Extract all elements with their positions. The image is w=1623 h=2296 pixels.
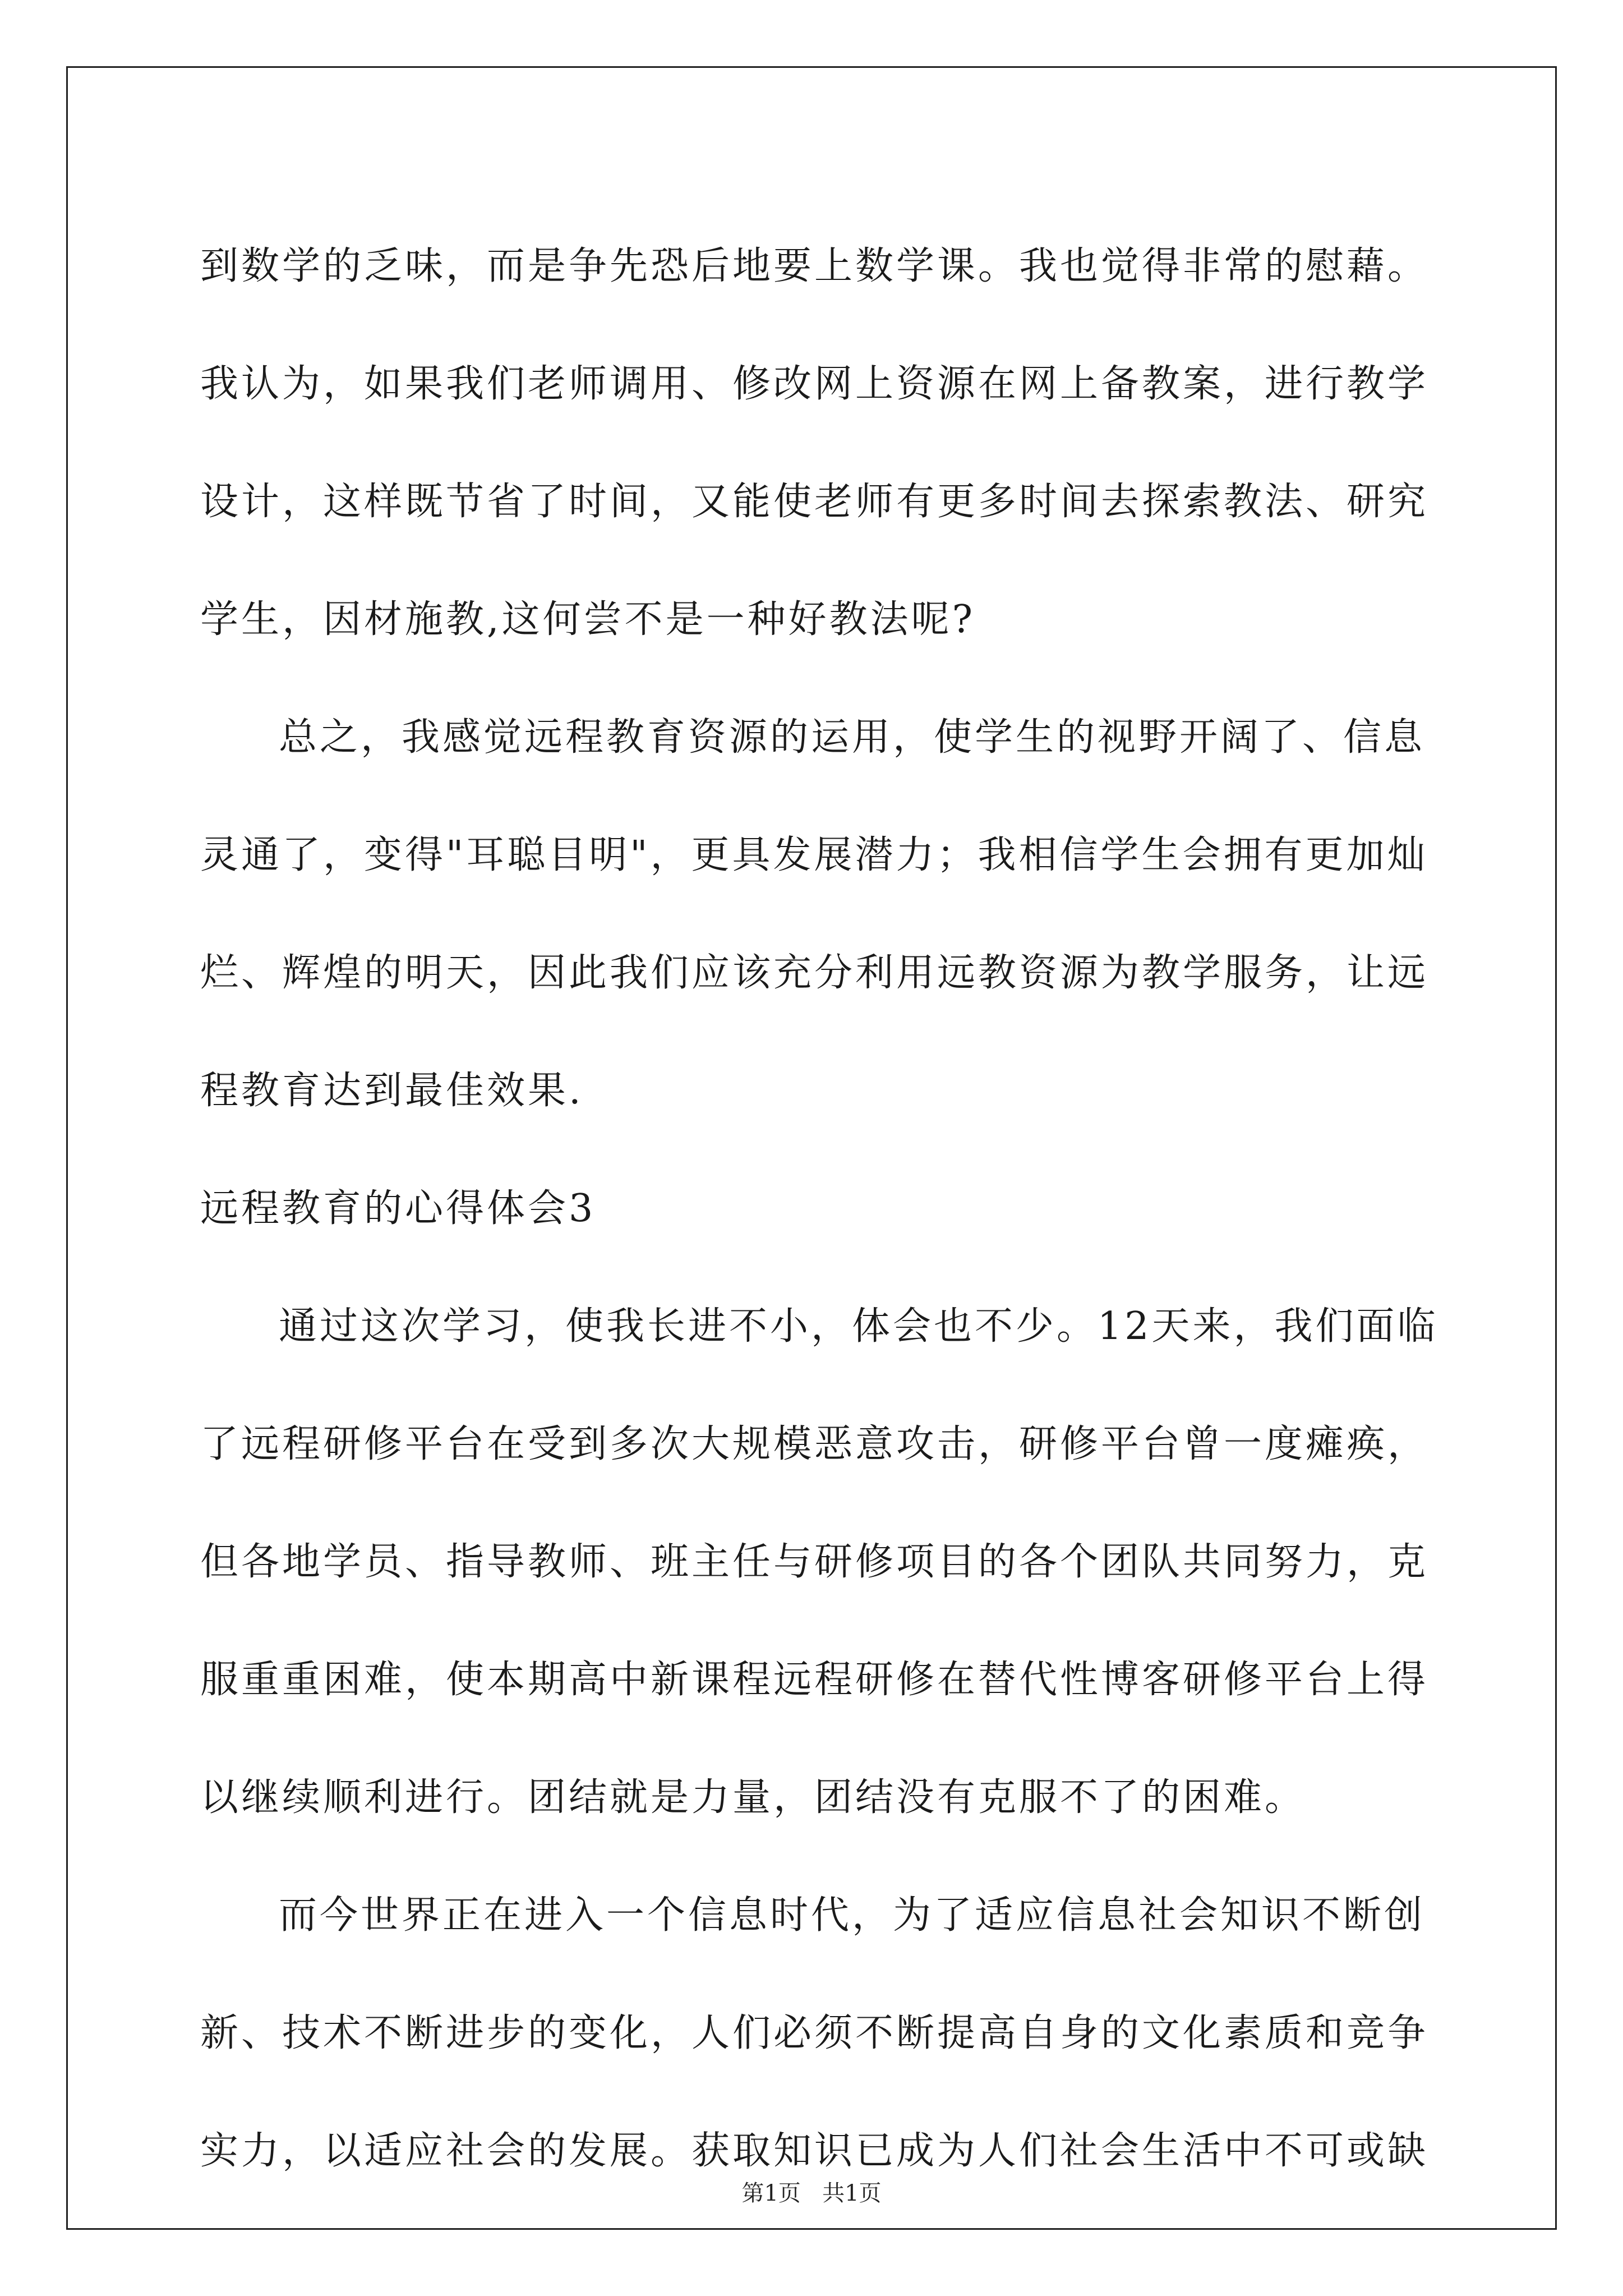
text-line: 但各地学员、指导教师、班主任与研修项目的各个团队共同努力，克 <box>200 1540 1429 1584</box>
page-footer <box>0 2177 1623 2210</box>
text-line: 烂、辉煌的明天，因此我们应该充分利用远教资源为教学服务，让远 <box>200 951 1429 995</box>
text-line: 了远程研修平台在受到多次大规模恶意攻击，研修平台曾一度瘫痪， <box>200 1422 1429 1466</box>
text-line: 新、技术不断进步的变化，人们必须不断提高自身的文化素质和竞争 <box>200 2011 1429 2055</box>
paragraph-first-line: 总之，我感觉远程教育资源的运用，使学生的视野开阔了、信息 <box>279 715 1426 760</box>
text-line: 设计，这样既节省了时间，又能使老师有更多时间去探索教法、研究 <box>200 480 1429 524</box>
section-heading: 远程教育的心得体会3 <box>200 1186 596 1231</box>
text-line: 灵通了，变得"耳聪目明"，更具发展潜力；我相信学生会拥有更加灿 <box>200 833 1428 877</box>
page-total: 共1页 <box>822 2180 882 2206</box>
text-line: 实力，以适应社会的发展。获取知识已成为人们社会生活中不可或缺 <box>200 2129 1429 2173</box>
paragraph-first-line: 而今世界正在进入一个信息时代，为了适应信息社会知识不断创 <box>279 1893 1426 1938</box>
text-line: 以继续顺利进行。团结就是力量，团结没有克服不了的困难。 <box>200 1775 1306 1820</box>
text-line: 到数学的乏味，而是争先恐后地要上数学课。我也觉得非常的慰藉。 <box>200 244 1429 288</box>
document-body <box>200 208 1440 2210</box>
text-line: 服重重困难，使本期高中新课程远程研修在替代性博客研修平台上得 <box>200 1658 1429 1702</box>
page-number: 第1页 <box>741 2180 801 2206</box>
text-line: 程教育达到最佳效果. <box>200 1069 584 1113</box>
text-line: 学生，因材施教,这何尝不是一种好教法呢? <box>200 597 976 642</box>
paragraph-first-line: 通过这次学习，使我长进不小，体会也不少。12天来，我们面临 <box>279 1304 1438 1349</box>
text-line: 我认为，如果我们老师调用、修改网上资源在网上备教案，进行教学 <box>200 362 1429 406</box>
